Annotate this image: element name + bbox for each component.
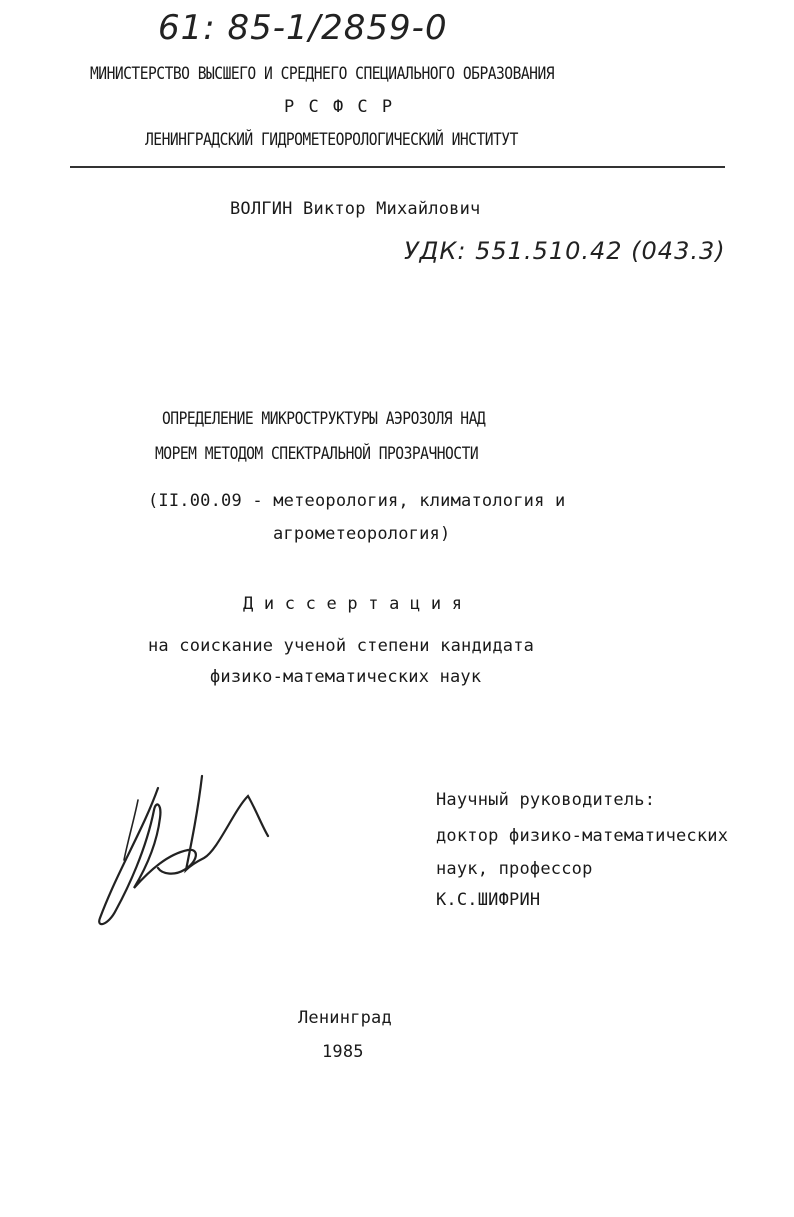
supervisor-title-2: наук, профессор — [436, 859, 593, 879]
title-line-2: МОРЕМ МЕТОДОМ СПЕКТРАЛЬНОЙ ПРОЗРАЧНОСТИ — [155, 444, 479, 464]
footer-year: 1985 — [322, 1042, 364, 1062]
republic-line: Р С Ф С Р — [284, 97, 395, 117]
header-divider — [70, 166, 725, 168]
specialty-line-1: (II.00.09 - метеорология, климатология и — [148, 491, 566, 511]
institute-line: ЛЕНИНГРАДСКИЙ ГИДРОМЕТЕОРОЛОГИЧЕСКИЙ ИНСТИТУТ — [145, 130, 518, 150]
degree-line-2: физико-математических наук — [210, 667, 482, 687]
dissertation-label: Д и с с е р т а ц и я — [243, 594, 463, 614]
specialty-line-2: агрометеорология) — [273, 524, 451, 544]
author-name: ВОЛГИН Виктор Михайлович — [230, 199, 481, 219]
author-signature — [88, 770, 278, 930]
supervisor-title-1: доктор физико-математических — [436, 826, 729, 846]
title-line-1: ОПРЕДЕЛЕНИЕ МИКРОСТРУКТУРЫ АЭРОЗОЛЯ НАД — [162, 409, 486, 429]
footer-city: Ленинград — [298, 1008, 392, 1028]
archive-code: 61: 85-1/2859-0 — [158, 8, 448, 48]
udc-code: УДК: 551.510.42 (043.3) — [404, 237, 726, 265]
supervisor-name: К.С.ШИФРИН — [436, 890, 541, 910]
degree-line-1: на соискание ученой степени кандидата — [148, 636, 535, 656]
ministry-line: МИНИСТЕРСТВО ВЫСШЕГО И СРЕДНЕГО СПЕЦИАЛЬНОГО ОБРАЗОВАНИЯ — [90, 64, 555, 84]
supervisor-label: Научный руководитель: — [436, 790, 656, 810]
